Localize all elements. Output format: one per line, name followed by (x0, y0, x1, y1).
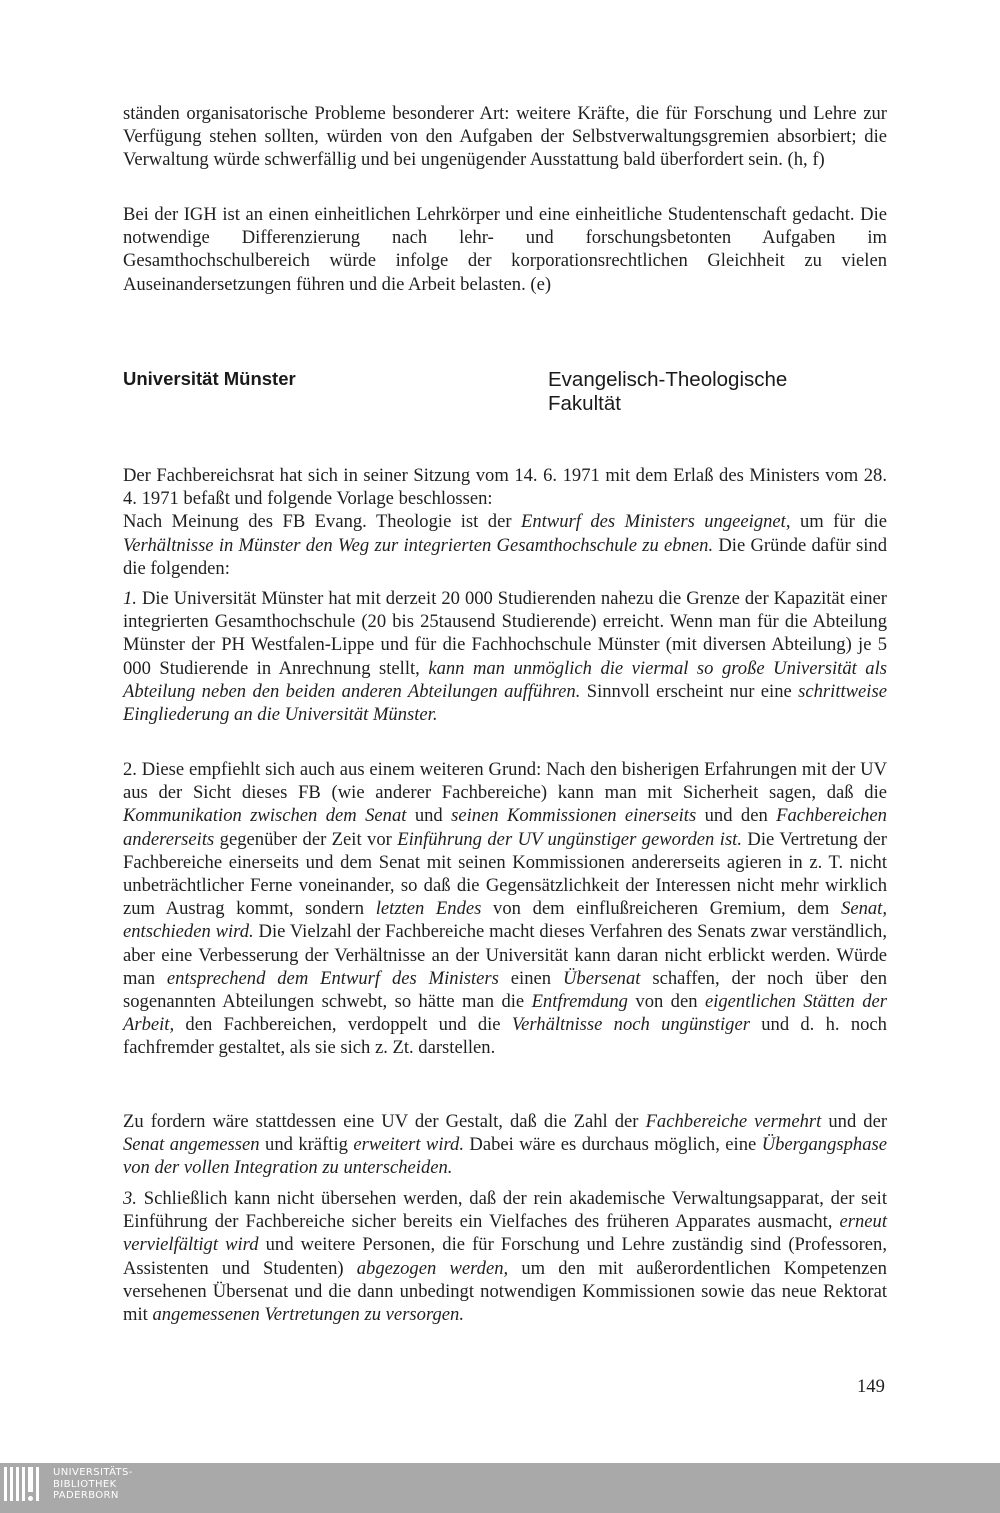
emphasis: letzten Endes (375, 898, 482, 920)
text-run: Die Vielzahl der Fachbereiche macht dieses Verfahren des Senats zwar verständlich, aber eine Verbesserung der Verhältnisse an der Universität kann daran nicht erblickt werden. Würde man (123, 921, 887, 989)
emphasis: Fachbereichen andererseits (123, 805, 887, 850)
emphasis: kann man unmöglich die viermal so große Universität als Abteilung neben den beiden anderen Abteilungen aufführen. (123, 657, 887, 702)
emphasis: Übergangsphase von der vollen Integration zu unterscheiden. (123, 1134, 888, 1179)
emphasis: Kommunikation zwischen dem Senat (123, 805, 407, 827)
emphasis: Entwurf des Ministers ungeeignet, (520, 511, 791, 533)
decision-paragraph (123, 464, 887, 580)
faculty-heading-line1: Evangelisch-Theologische (548, 368, 788, 391)
library-name-line2: BIBLIOTHEK (53, 1478, 117, 1490)
emphasis: Entfremdung (531, 991, 628, 1013)
text-run: und der (828, 1111, 888, 1132)
decision-line: Der Fachbereichsrat hat sich in seiner Sitzung vom 14. 6. 1971 mit dem Erlaß des Ministers vom 28. 4. 1971 befaßt und folgende Vorlage beschlossen: (123, 465, 887, 510)
faculty-heading (548, 368, 848, 416)
text-run: und (414, 805, 443, 827)
text-run: von den (635, 991, 698, 1013)
university-heading: Universität Münster (123, 368, 296, 389)
text-run: von dem einflußreicheren Gremium, dem (493, 898, 830, 920)
emphasis: Verhältnisse noch ungünstiger (511, 1014, 750, 1036)
emphasis: erweitert wird. (353, 1134, 464, 1156)
point-2-paragraph (123, 758, 887, 1060)
text-run: gegenüber der Zeit vor (219, 828, 392, 850)
emphasis: angemessenen Vertretungen zu versorgen. (152, 1304, 464, 1326)
igh-paragraph: Bei der IGH ist an einen einheitlichen Lehrkörper und eine einheitliche Studentenschaft gedacht. Die notwendige Differenzierung nach lehr- und forschungsbetonten Aufgaben im Gesamthochschulbereich würde infolge der korporationsrechtlichen Gleichheit zu vielen Auseinandersetzungen führen und die Arbeit belasten. (e) (123, 204, 887, 295)
emphasis: Senat, entschieden wird. (123, 898, 887, 943)
text-run: Nach Meinung des FB Evang. Theologie ist der (123, 511, 512, 533)
text-run: Die Gründe dafür sind die folgenden: (123, 534, 887, 579)
library-logo-icon (4, 1467, 40, 1501)
page-number: 149 (857, 1376, 885, 1397)
text-run: den Fachbereichen, verdoppelt und die (185, 1014, 501, 1036)
emphasis: eigentlichen Stätten der Arbeit, (123, 991, 888, 1036)
library-footer (0, 1463, 1000, 1513)
point-1-paragraph (123, 587, 887, 726)
demand-paragraph (123, 1110, 887, 1180)
text-run: um für die (799, 511, 887, 533)
point-number: 3. (123, 1188, 137, 1209)
text-run: und den (704, 805, 768, 827)
emphasis: seinen Kommissionen einerseits (451, 805, 697, 827)
text-run: Schließlich kann nicht übersehen werden, daß der rein akademische Verwaltungsapparat, der seit Einführung der Fachbereiche sicher bereits ein Vielfaches des früheren Apparates ausmacht, (123, 1188, 887, 1233)
text-run: um den mit außerordentlichen Kompetenzen versehenen Übersenat und die dann unbedingt notwendigen Kommissionen sowie das neue Rektorat mit (123, 1257, 887, 1326)
emphasis: Fachbereiche vermehrt (645, 1111, 822, 1132)
text-run: Zu fordern wäre stattdessen eine UV der Gestalt, daß die Zahl der (123, 1111, 639, 1132)
text-run: und weitere Personen, die für Forschung und Lehre zuständig sind (Professoren, Assistenten und Studenten) (123, 1234, 887, 1279)
text-run: schaffen, der noch über den sogenannten Abteilungen schwebt, so hätte man die (123, 967, 887, 1013)
emphasis: Senat angemessen (123, 1134, 260, 1156)
faculty-heading-line2: Fakultät (548, 392, 621, 415)
emphasis: schrittweise Eingliederung an die Universität Münster. (123, 680, 887, 726)
intro-paragraph: ständen organisatorische Probleme besonderer Art: weitere Kräfte, die für Forschung und Lehre zur Verfügung stehen sollten, würden von den Aufgaben der Selbstverwaltungsgremien absorbiert; die Verwaltung würde schwerfällig und bei ungenügender Ausstattung bald überfordert sein. (h, f) (123, 103, 887, 171)
emphasis: Einführung der UV ungünstiger geworden ist. (397, 828, 742, 850)
emphasis: Übersenat (562, 967, 641, 989)
emphasis: entsprechend dem Entwurf des Ministers (166, 967, 499, 989)
text-run: Dabei wäre es durchaus möglich, eine (469, 1134, 757, 1156)
emphasis: Verhältnisse in Münster den Weg zur integrierten Gesamthochschule zu ebnen. (123, 534, 714, 556)
text-run: Die Universität Münster hat mit derzeit 20 000 Studierenden nahezu die Grenze der Kapazität einer integrierten Gesamthochschule (20 bis 25tausend Studierende) erreicht. Wenn man für die Abteilung Münster der PH Westfalen-Lippe und für die Fachhochschule Münster (mit diversen Abteilung) je 5 000 Studierende in Anrechnung stellt, (123, 588, 887, 679)
text-run: 2. Diese empfiehlt sich auch aus einem weiteren Grund: Nach den bisherigen Erfahrungen mit der UV aus der Sicht dieses FB (wie anderer Fachbereiche) kann man mit Sicherheit sagen, daß die (123, 759, 887, 804)
emphasis: abgezogen werden, (356, 1257, 509, 1279)
library-name-line3: PADERBORN (53, 1490, 119, 1501)
text-run: Die Vertretung der Fachbereiche einerseits und dem Senat mit seinen Kommissionen andererseits agieren in z. T. nicht unbeträchtlicher Ferne voneinander, so daß die Gegensätzlichkeit der Interessen nicht mehr wirklich zum Austrag kommt, sondern (123, 828, 887, 920)
text-run: und d. h. noch fachfremder gestaltet, als sie sich z. Zt. darstellen. (123, 1014, 887, 1059)
library-name (53, 1467, 133, 1502)
point-3-paragraph (123, 1187, 887, 1326)
library-name-line1: UNIVERSITÄTS- (53, 1467, 133, 1478)
text-run: einen (510, 967, 552, 989)
point-number: 1. (123, 588, 137, 609)
emphasis: erneut vervielfältigt wird (123, 1211, 887, 1256)
text-run: Sinnvoll erscheint nur eine (586, 680, 792, 702)
text-run: und kräftig (265, 1134, 348, 1156)
